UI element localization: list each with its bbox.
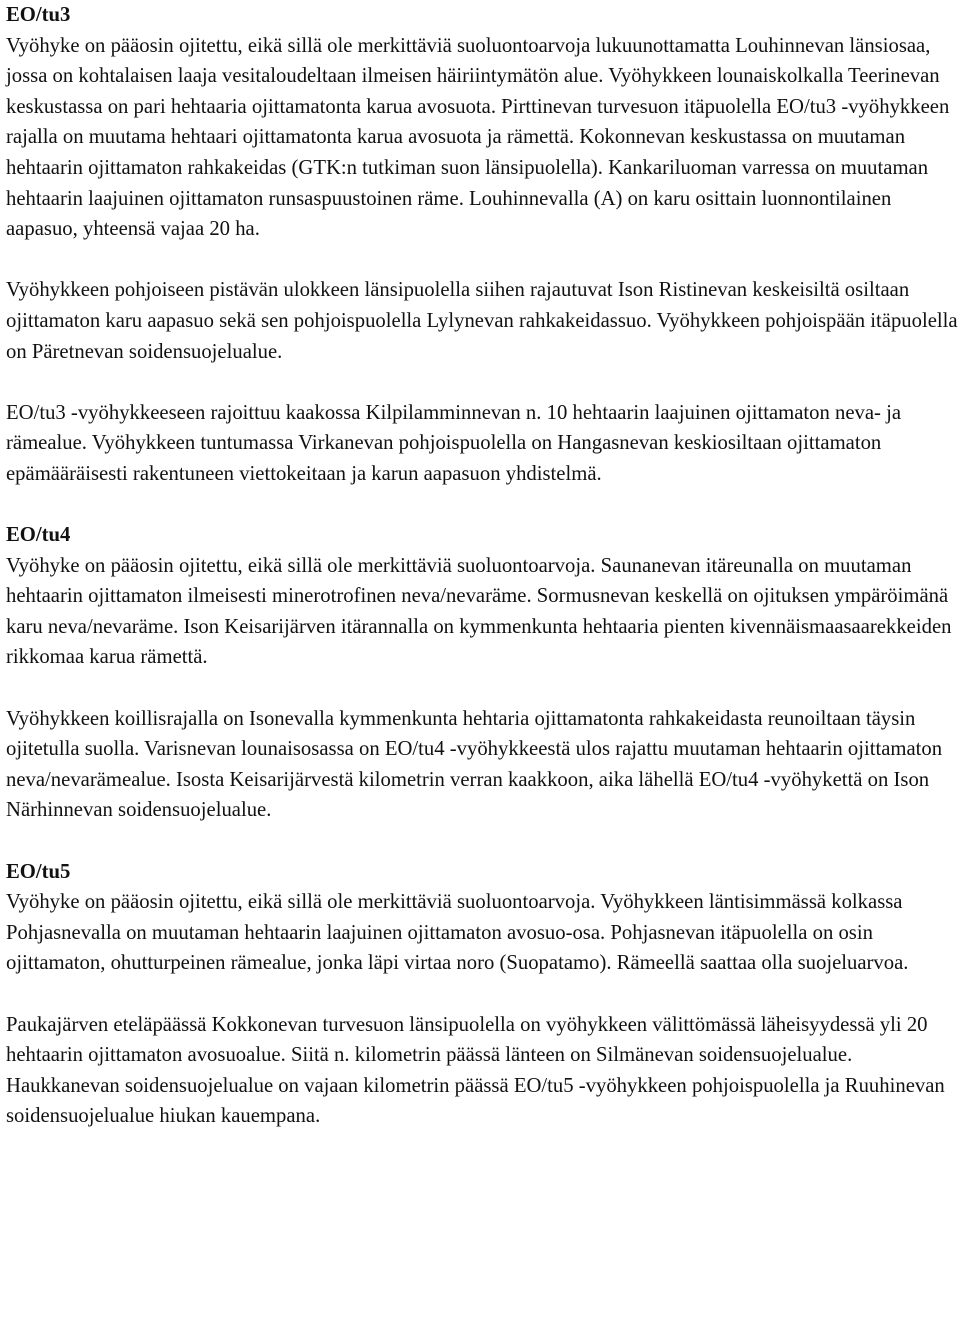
section-heading: EO/tu3 bbox=[6, 4, 71, 26]
section-eo-tu5 bbox=[6, 857, 958, 1132]
section-heading: EO/tu4 bbox=[6, 524, 71, 547]
section-eo-tu3 bbox=[6, 0, 958, 490]
paragraph: Vyöhykkeen pohjoiseen pistävän ulokkeen länsipuolella siihen rajautuvat Ison Ristinevan keskeisiltä osiltaan ojittamaton karu aapasuo sekä sen pohjoispuolella Lylynevan rahkakeidassuo. Vyöhykkeen pohjoispään itäpuolella on Päretnevan soidensuojelualue. bbox=[6, 279, 958, 363]
paragraph: Vyöhyke on pääosin ojitettu, eikä sillä ole merkittäviä suoluontoarvoja lukuunottamatta Louhinnevan länsiosaa, jossa on kohtalaisen laaja vesitaloudeltaan ilmeisen häiriintymätön alue. Vyöhykkeen lounaiskolkalla Teerinevan keskustassa on pari hehtaaria ojittamatonta karua avosuota. Pirttinevan turvesuon itäpuolella EO/tu3 -vyöhykkeen rajalla on muutama hehtaari ojittamatonta karua avosuota ja rämettä. Kokonnevan keskustassa on muutaman hehtaarin ojittamaton rahkakeidas (GTK:n tutkiman suon länsipuolella). Kankariluoman varressa on muutaman hehtaarin laajuinen ojittamaton runsaspuustoinen räme. Louhinnevalla (A) on karu osittain luonnontilainen aapasuo, yhteensä vajaa 20 ha. bbox=[6, 34, 950, 241]
paragraph: Paukajärven eteläpäässä Kokkonevan turvesuon länsipuolella on vyöhykkeen välittömässä läheisyydessä yli 20 hehtaarin ojittamaton avosuoalue. Siitä n. kilometrin päässä länteen on Silmänevan soidensuojelualue. Haukkanevan soidensuojelualue on vajaan kilometrin päässä EO/tu5 -vyöhykkeen pohjoispuolella ja Ruuhinevan soidensuojelualue hiukan kauempana. bbox=[6, 1013, 945, 1128]
section-eo-tu4 bbox=[6, 520, 958, 826]
paragraph: Vyöhyke on pääosin ojitettu, eikä sillä ole merkittäviä suoluontoarvoja. Saunanevan itäreunalla on muutaman hehtaarin ojittamaton ilmeisesti minerotrofinen neva/nevaräme. Sormusnevan keskellä on ojituksen ympäröimänä karu neva/nevaräme. Ison Keisarijärven itärannalla on kymmenkunta hehtaaria pienten kivennäismaasaarekkeiden rikkomaa karua rämettä. bbox=[6, 554, 952, 669]
document-page bbox=[6, 0, 958, 1163]
paragraph: Vyöhyke on pääosin ojitettu, eikä sillä ole merkittäviä suoluontoarvoja. Vyöhykkeen läntisimmässä kolkassa Pohjasnevalla on muutaman hehtaarin laajuinen ojittamaton avosuo-osa. Pohjasnevan itäpuolella on osin ojittamaton, ohutturpeinen rämealue, jonka läpi virtaa noro (Suopatamo). Rämeellä saattaa olla suojeluarvoa. bbox=[6, 891, 909, 975]
paragraph: EO/tu3 -vyöhykkeeseen rajoittuu kaakossa Kilpilamminnevan n. 10 hehtaarin laajuinen ojittamaton neva- ja rämealue. Vyöhykkeen tuntumassa Virkanevan pohjoispuolella on Hangasnevan keskiosiltaan ojittamaton epämääräisesti rakentuneen viettokeitaan ja karun aapasuon yhdistelmä. bbox=[6, 401, 902, 485]
paragraph: Vyöhykkeen koillisrajalla on Isonevalla kymmenkunta hehtaria ojittamatonta rahkakeidasta reunoiltaan täysin ojitetulla suolla. Varisnevan lounaisosassa on EO/tu4 -vyöhykkeestä ulos rajattu muutaman hehtaarin ojittamaton neva/nevarämealue. Isosta Keisarijärvestä kilometrin verran kaakkoon, aika lähellä EO/tu4 -vyöhykettä on Ison Närhinnevan soidensuojelualue. bbox=[6, 707, 943, 822]
section-heading: EO/tu5 bbox=[6, 860, 71, 883]
